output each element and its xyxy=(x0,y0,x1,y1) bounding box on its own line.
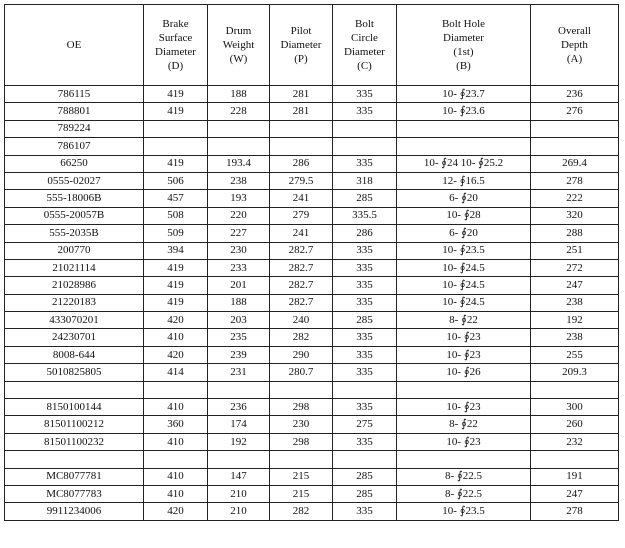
cell-bolt-hole-diameter: 10- ∮26 xyxy=(397,364,531,381)
cell-bolt-hole-diameter: 10- ∮23.5 xyxy=(397,503,531,520)
cell-brake-surface-diameter: 410 xyxy=(144,485,208,502)
table-row xyxy=(5,433,619,450)
cell-overall-depth: 260 xyxy=(531,416,619,433)
cell-overall-depth: 300 xyxy=(531,399,619,416)
cell-bolt-circle-diameter: 285 xyxy=(333,312,397,329)
cell-overall-depth: 247 xyxy=(531,277,619,294)
table-row xyxy=(5,138,619,155)
column-header-bolt-hole-diameter xyxy=(397,5,531,86)
brake-drum-spec-table xyxy=(4,4,619,521)
spec-table-container xyxy=(4,4,619,521)
cell-bolt-circle-diameter: 335 xyxy=(333,294,397,311)
cell-bolt-hole-diameter xyxy=(397,120,531,137)
cell-brake-surface-diameter: 419 xyxy=(144,155,208,172)
cell-oe: 9911234006 xyxy=(5,503,144,520)
cell-pilot-diameter: 240 xyxy=(270,312,333,329)
cell-brake-surface-diameter xyxy=(144,451,208,468)
column-header-line: (B) xyxy=(456,60,471,72)
cell-pilot-diameter: 282.7 xyxy=(270,294,333,311)
cell-oe xyxy=(5,381,144,398)
column-header-line: (W) xyxy=(229,53,248,65)
column-header-line: OE xyxy=(66,39,82,51)
table-row xyxy=(5,416,619,433)
cell-oe: 433070201 xyxy=(5,312,144,329)
table-row xyxy=(5,207,619,224)
column-header-oe xyxy=(5,5,144,86)
cell-pilot-diameter: 281 xyxy=(270,86,333,103)
cell-bolt-hole-diameter xyxy=(397,138,531,155)
cell-drum-weight: 201 xyxy=(208,277,270,294)
cell-drum-weight: 239 xyxy=(208,346,270,363)
cell-overall-depth: 192 xyxy=(531,312,619,329)
cell-pilot-diameter: 286 xyxy=(270,155,333,172)
cell-bolt-circle-diameter xyxy=(333,451,397,468)
cell-bolt-circle-diameter: 335 xyxy=(333,259,397,276)
cell-bolt-circle-diameter xyxy=(333,381,397,398)
cell-brake-surface-diameter: 420 xyxy=(144,312,208,329)
table-body xyxy=(5,86,619,521)
cell-brake-surface-diameter: 419 xyxy=(144,294,208,311)
cell-overall-depth xyxy=(531,120,619,137)
cell-pilot-diameter xyxy=(270,138,333,155)
cell-overall-depth xyxy=(531,138,619,155)
column-header-line: Bolt xyxy=(355,18,374,30)
table-row xyxy=(5,103,619,120)
cell-pilot-diameter: 280.7 xyxy=(270,364,333,381)
cell-brake-surface-diameter: 506 xyxy=(144,172,208,189)
cell-oe xyxy=(5,451,144,468)
cell-bolt-hole-diameter xyxy=(397,451,531,468)
cell-bolt-hole-diameter: 6- ∮20 xyxy=(397,190,531,207)
cell-overall-depth: 222 xyxy=(531,190,619,207)
cell-bolt-circle-diameter: 318 xyxy=(333,172,397,189)
cell-drum-weight: 192 xyxy=(208,433,270,450)
cell-bolt-hole-diameter: 8- ∮22 xyxy=(397,416,531,433)
cell-drum-weight: 227 xyxy=(208,225,270,242)
cell-brake-surface-diameter xyxy=(144,138,208,155)
cell-overall-depth: 269.4 xyxy=(531,155,619,172)
cell-drum-weight: 174 xyxy=(208,416,270,433)
column-header-line: Brake xyxy=(162,18,189,30)
cell-bolt-circle-diameter: 335 xyxy=(333,503,397,520)
table-row xyxy=(5,190,619,207)
cell-bolt-circle-diameter: 285 xyxy=(333,485,397,502)
cell-brake-surface-diameter: 410 xyxy=(144,399,208,416)
cell-overall-depth: 209.3 xyxy=(531,364,619,381)
cell-bolt-circle-diameter: 335 xyxy=(333,329,397,346)
cell-pilot-diameter xyxy=(270,381,333,398)
header-row xyxy=(5,5,619,86)
cell-drum-weight: 147 xyxy=(208,468,270,485)
cell-oe: 200770 xyxy=(5,242,144,259)
cell-bolt-hole-diameter: 8- ∮22.5 xyxy=(397,468,531,485)
cell-bolt-circle-diameter: 285 xyxy=(333,190,397,207)
cell-overall-depth: 320 xyxy=(531,207,619,224)
cell-bolt-hole-diameter xyxy=(397,381,531,398)
cell-bolt-hole-diameter: 10- ∮23.5 xyxy=(397,242,531,259)
cell-overall-depth: 255 xyxy=(531,346,619,363)
table-row xyxy=(5,225,619,242)
cell-oe: 21220183 xyxy=(5,294,144,311)
cell-drum-weight: 231 xyxy=(208,364,270,381)
cell-bolt-hole-diameter: 10- ∮28 xyxy=(397,207,531,224)
cell-pilot-diameter: 241 xyxy=(270,225,333,242)
cell-overall-depth: 191 xyxy=(531,468,619,485)
cell-bolt-hole-diameter: 8- ∮22 xyxy=(397,312,531,329)
cell-bolt-hole-diameter: 10- ∮23 xyxy=(397,433,531,450)
cell-brake-surface-diameter: 457 xyxy=(144,190,208,207)
cell-bolt-circle-diameter: 335 xyxy=(333,242,397,259)
cell-overall-depth: 238 xyxy=(531,329,619,346)
cell-oe: 66250 xyxy=(5,155,144,172)
column-header-pilot-diameter xyxy=(270,5,333,86)
cell-brake-surface-diameter: 410 xyxy=(144,433,208,450)
cell-bolt-circle-diameter: 335 xyxy=(333,399,397,416)
cell-drum-weight: 220 xyxy=(208,207,270,224)
cell-drum-weight: 193 xyxy=(208,190,270,207)
cell-bolt-hole-diameter: 10- ∮24.5 xyxy=(397,259,531,276)
table-row xyxy=(5,399,619,416)
column-header-line: Drum xyxy=(225,25,252,37)
column-header-bolt-circle-diameter xyxy=(333,5,397,86)
column-header-line: Bolt Hole xyxy=(441,18,486,30)
column-header-overall-depth xyxy=(531,5,619,86)
cell-pilot-diameter: 230 xyxy=(270,416,333,433)
cell-overall-depth: 236 xyxy=(531,86,619,103)
cell-pilot-diameter: 298 xyxy=(270,399,333,416)
column-header-line: Diameter xyxy=(155,46,196,58)
column-header-line: Surface xyxy=(158,32,193,44)
cell-overall-depth: 247 xyxy=(531,485,619,502)
cell-drum-weight xyxy=(208,451,270,468)
table-row xyxy=(5,242,619,259)
cell-drum-weight xyxy=(208,120,270,137)
cell-pilot-diameter: 282.7 xyxy=(270,242,333,259)
cell-drum-weight: 228 xyxy=(208,103,270,120)
column-header-line: (A) xyxy=(566,53,583,65)
table-row xyxy=(5,451,619,468)
cell-pilot-diameter: 281 xyxy=(270,103,333,120)
cell-bolt-hole-diameter: 6- ∮20 xyxy=(397,225,531,242)
column-header-line: Weight xyxy=(222,39,255,51)
cell-pilot-diameter: 279 xyxy=(270,207,333,224)
cell-brake-surface-diameter: 410 xyxy=(144,468,208,485)
table-row xyxy=(5,503,619,520)
cell-pilot-diameter: 282 xyxy=(270,329,333,346)
cell-pilot-diameter: 215 xyxy=(270,468,333,485)
cell-pilot-diameter: 282 xyxy=(270,503,333,520)
cell-drum-weight: 188 xyxy=(208,294,270,311)
column-header-line: Overall xyxy=(558,25,591,37)
cell-bolt-hole-diameter: 10- ∮23.6 xyxy=(397,103,531,120)
cell-brake-surface-diameter: 420 xyxy=(144,503,208,520)
cell-drum-weight: 210 xyxy=(208,485,270,502)
cell-bolt-hole-diameter: 8- ∮22.5 xyxy=(397,485,531,502)
cell-overall-depth xyxy=(531,451,619,468)
column-header-drum-weight xyxy=(208,5,270,86)
cell-pilot-diameter xyxy=(270,120,333,137)
table-row xyxy=(5,172,619,189)
cell-pilot-diameter: 241 xyxy=(270,190,333,207)
cell-bolt-circle-diameter xyxy=(333,138,397,155)
cell-oe: 81501100232 xyxy=(5,433,144,450)
cell-bolt-circle-diameter: 286 xyxy=(333,225,397,242)
cell-oe: 786115 xyxy=(5,86,144,103)
cell-drum-weight: 236 xyxy=(208,399,270,416)
cell-brake-surface-diameter: 419 xyxy=(144,86,208,103)
cell-brake-surface-diameter: 414 xyxy=(144,364,208,381)
column-header-line: Diameter xyxy=(280,39,322,51)
cell-brake-surface-diameter: 419 xyxy=(144,277,208,294)
cell-brake-surface-diameter: 410 xyxy=(144,329,208,346)
column-header-line: (D) xyxy=(167,60,184,72)
cell-bolt-circle-diameter: 335 xyxy=(333,433,397,450)
table-row xyxy=(5,364,619,381)
cell-drum-weight: 210 xyxy=(208,503,270,520)
cell-overall-depth: 288 xyxy=(531,225,619,242)
table-row xyxy=(5,485,619,502)
column-header-line: (1st) xyxy=(453,46,474,58)
cell-oe: 8150100144 xyxy=(5,399,144,416)
cell-overall-depth: 272 xyxy=(531,259,619,276)
cell-drum-weight: 188 xyxy=(208,86,270,103)
cell-brake-surface-diameter: 509 xyxy=(144,225,208,242)
cell-drum-weight: 238 xyxy=(208,172,270,189)
cell-brake-surface-diameter: 419 xyxy=(144,103,208,120)
cell-bolt-circle-diameter: 335 xyxy=(333,277,397,294)
cell-overall-depth: 238 xyxy=(531,294,619,311)
table-row xyxy=(5,277,619,294)
cell-brake-surface-diameter: 420 xyxy=(144,346,208,363)
cell-overall-depth: 232 xyxy=(531,433,619,450)
cell-oe: 0555-20057B xyxy=(5,207,144,224)
cell-overall-depth xyxy=(531,381,619,398)
cell-brake-surface-diameter: 394 xyxy=(144,242,208,259)
cell-drum-weight: 235 xyxy=(208,329,270,346)
cell-overall-depth: 278 xyxy=(531,172,619,189)
cell-brake-surface-diameter xyxy=(144,120,208,137)
cell-bolt-hole-diameter: 10- ∮24 10- ∮25.2 xyxy=(397,155,531,172)
cell-brake-surface-diameter xyxy=(144,381,208,398)
cell-oe: 21021114 xyxy=(5,259,144,276)
cell-oe: 555-18006B xyxy=(5,190,144,207)
cell-brake-surface-diameter: 360 xyxy=(144,416,208,433)
table-row xyxy=(5,294,619,311)
cell-brake-surface-diameter: 419 xyxy=(144,259,208,276)
cell-pilot-diameter: 282.7 xyxy=(270,277,333,294)
cell-bolt-circle-diameter: 335 xyxy=(333,103,397,120)
cell-oe: 0555-02027 xyxy=(5,172,144,189)
table-row xyxy=(5,155,619,172)
column-header-line: (C) xyxy=(357,60,372,72)
table-row xyxy=(5,329,619,346)
column-header-line: Depth xyxy=(561,39,588,51)
cell-oe: MC8077783 xyxy=(5,485,144,502)
cell-bolt-hole-diameter: 10- ∮24.5 xyxy=(397,294,531,311)
cell-drum-weight: 233 xyxy=(208,259,270,276)
cell-bolt-hole-diameter: 10- ∮23 xyxy=(397,346,531,363)
cell-brake-surface-diameter: 508 xyxy=(144,207,208,224)
cell-oe: 5010825805 xyxy=(5,364,144,381)
cell-pilot-diameter: 282.7 xyxy=(270,259,333,276)
cell-oe: 555-2035B xyxy=(5,225,144,242)
table-row xyxy=(5,259,619,276)
cell-bolt-circle-diameter: 335 xyxy=(333,346,397,363)
cell-drum-weight: 230 xyxy=(208,242,270,259)
column-header-line: Diameter xyxy=(443,32,484,44)
column-header-line: Circle xyxy=(351,32,378,44)
column-header-line: Diameter xyxy=(344,46,385,58)
cell-oe: 789224 xyxy=(5,120,144,137)
cell-oe: 21028986 xyxy=(5,277,144,294)
table-row xyxy=(5,381,619,398)
cell-drum-weight xyxy=(208,138,270,155)
cell-bolt-circle-diameter: 335 xyxy=(333,155,397,172)
cell-bolt-hole-diameter: 12- ∮16.5 xyxy=(397,172,531,189)
cell-bolt-hole-diameter: 10- ∮24.5 xyxy=(397,277,531,294)
cell-bolt-circle-diameter xyxy=(333,120,397,137)
table-row xyxy=(5,120,619,137)
table-row xyxy=(5,312,619,329)
cell-oe: 81501100212 xyxy=(5,416,144,433)
cell-overall-depth: 251 xyxy=(531,242,619,259)
cell-pilot-diameter: 279.5 xyxy=(270,172,333,189)
column-header-brake-surface-diameter xyxy=(144,5,208,86)
cell-overall-depth: 278 xyxy=(531,503,619,520)
cell-pilot-diameter: 290 xyxy=(270,346,333,363)
cell-drum-weight: 193.4 xyxy=(208,155,270,172)
cell-bolt-circle-diameter: 335.5 xyxy=(333,207,397,224)
cell-pilot-diameter: 215 xyxy=(270,485,333,502)
cell-bolt-hole-diameter: 10- ∮23 xyxy=(397,329,531,346)
table-row xyxy=(5,468,619,485)
cell-drum-weight xyxy=(208,381,270,398)
cell-oe: MC8077781 xyxy=(5,468,144,485)
cell-oe: 786107 xyxy=(5,138,144,155)
cell-pilot-diameter xyxy=(270,451,333,468)
cell-bolt-circle-diameter: 275 xyxy=(333,416,397,433)
cell-bolt-circle-diameter: 335 xyxy=(333,364,397,381)
cell-overall-depth: 276 xyxy=(531,103,619,120)
cell-oe: 24230701 xyxy=(5,329,144,346)
table-header xyxy=(5,5,619,86)
table-row xyxy=(5,86,619,103)
cell-drum-weight: 203 xyxy=(208,312,270,329)
cell-bolt-circle-diameter: 335 xyxy=(333,86,397,103)
cell-bolt-circle-diameter: 285 xyxy=(333,468,397,485)
cell-oe: 8008-644 xyxy=(5,346,144,363)
cell-pilot-diameter: 298 xyxy=(270,433,333,450)
column-header-line: Pilot xyxy=(290,25,312,37)
cell-oe: 788801 xyxy=(5,103,144,120)
cell-bolt-hole-diameter: 10- ∮23.7 xyxy=(397,86,531,103)
cell-bolt-hole-diameter: 10- ∮23 xyxy=(397,399,531,416)
table-row xyxy=(5,346,619,363)
column-header-line: (P) xyxy=(294,53,308,65)
